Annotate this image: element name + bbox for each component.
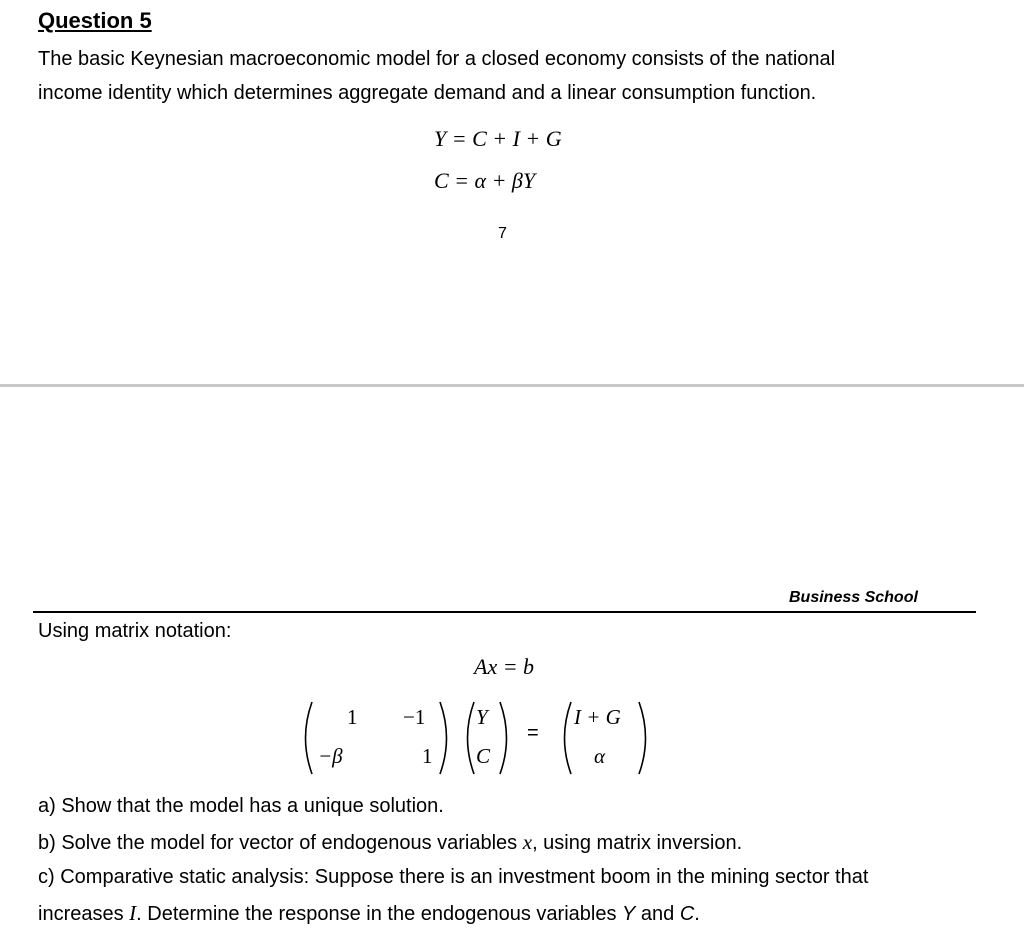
part-c-variable-y: Y [622, 903, 636, 925]
matrix-a-r2c2: 1 [422, 744, 433, 768]
question-intro-line2: income identity which determines aggregate demand and a linear consumption function. [38, 82, 817, 104]
matrix-intro: Using matrix notation: [38, 620, 232, 642]
part-b-variable-x: x [522, 830, 533, 854]
vector-x-right-paren [496, 700, 516, 776]
vector-b-left-paren [555, 700, 575, 776]
matrix-a-r1c1: 1 [347, 705, 358, 729]
vector-x-r1: Y [476, 705, 488, 729]
vector-x-r2: C [476, 744, 491, 768]
matrix-a-right-paren [436, 700, 456, 776]
equation-income-identity: Y = C + I + G [434, 126, 562, 151]
part-c-text-mid: . Determine the response in the endogenous variables [136, 903, 623, 925]
page-number: 7 [498, 225, 507, 242]
vector-b-r1: I + G [574, 705, 621, 729]
question-title: Question 5 [38, 8, 152, 33]
part-b-text-post: , using matrix inversion. [532, 832, 743, 854]
matrix-a-left-paren [296, 700, 316, 776]
part-c-line2 [38, 901, 700, 926]
part-c-text-pre: increases [38, 903, 130, 925]
part-b [38, 830, 742, 855]
matrix-equals-sign: = [527, 722, 539, 744]
vector-b-right-paren [635, 700, 655, 776]
part-a: a) Show that the model has a unique solution. [38, 795, 444, 817]
matrix-a-r1c2: −1 [403, 705, 426, 729]
footer-business-school: Business School [789, 589, 918, 606]
equation-consumption-function: C = α + βY [434, 168, 536, 193]
question-intro-line1: The basic Keynesian macroeconomic model for a closed economy consists of the national [38, 48, 836, 70]
part-c-text-end: . [694, 903, 700, 925]
part-c-text-and: and [635, 903, 680, 925]
part-b-text-pre: b) Solve the model for vector of endogenous variables [38, 832, 523, 854]
part-c-variable-c: C [679, 903, 695, 925]
matrix-a-r2c1: −β [318, 744, 343, 768]
vector-x-left-paren [458, 700, 478, 776]
equation-ax-b: Ax = b [474, 654, 535, 679]
part-c-line1: c) Comparative static analysis: Suppose there is an investment boom in the mining sector that [38, 866, 869, 888]
vector-b-r2: α [594, 744, 606, 768]
part-c-variable-i: I [129, 901, 137, 925]
